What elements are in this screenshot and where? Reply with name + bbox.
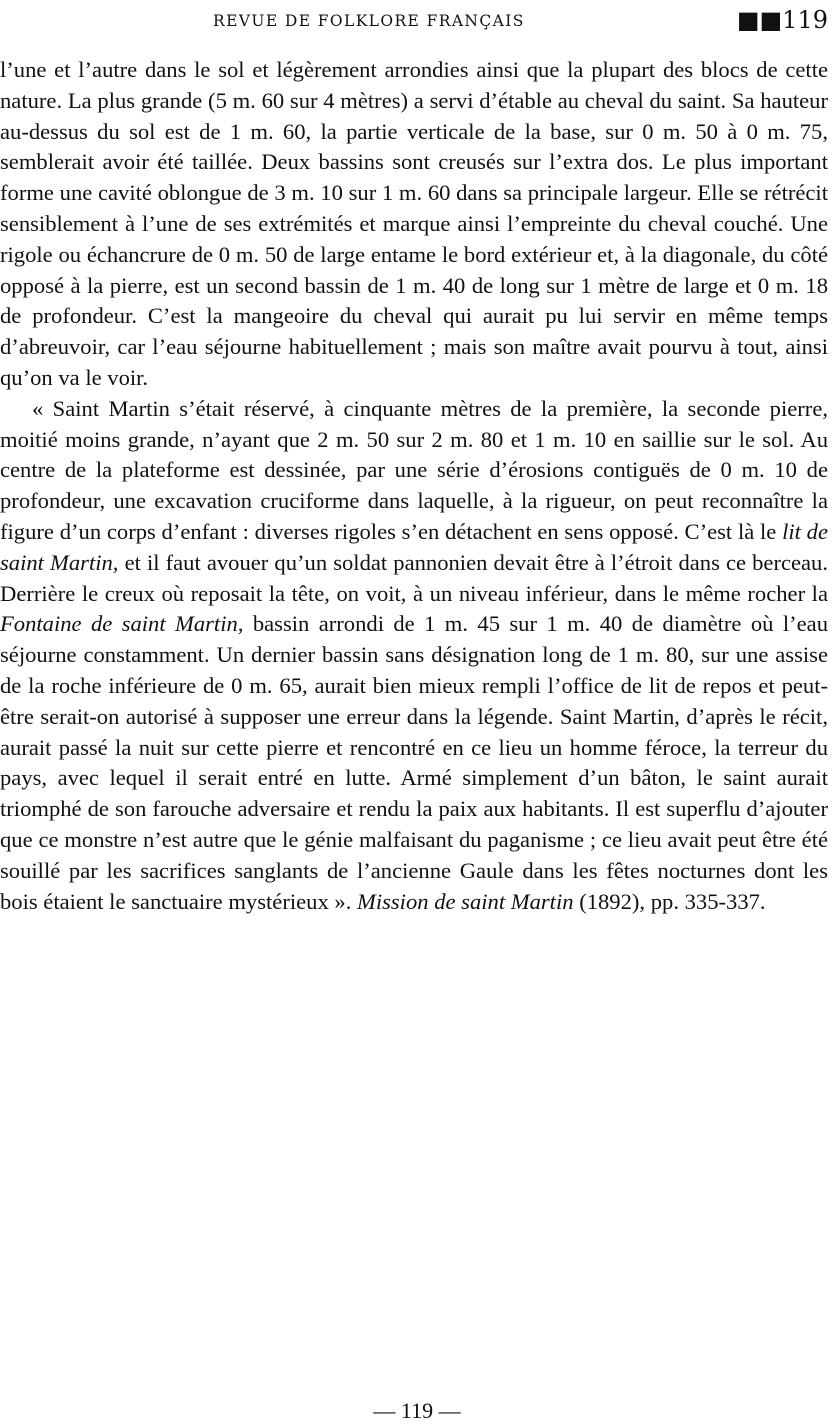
page-marker: ■■119 [736, 6, 828, 34]
paragraph-2 [0, 394, 828, 918]
page-number: — 119 — [373, 1398, 461, 1423]
body-text [0, 55, 828, 917]
running-header [0, 6, 834, 42]
fontaine-de-saint-martin: Fontaine de saint Martin, [0, 611, 244, 637]
running-title: REVUE DE FOLKLORE FRANÇAIS [213, 12, 525, 30]
paragraph-2-part-b: et il faut avouer qu’un soldat pannonien devait être à l’étroit dans ce berceau. Derrière le creux où reposait la tête, on voit, à un niveau inférieur, dans le même rocher la [0, 549, 829, 606]
paragraph-2-part-a: « Saint Martin s’était réservé, à cinquante mètres de la première, la seconde pierre, moitié moins grande, n’ayant que 2 m. 50 sur 2 m. 80 et 1 m. 10 en saillie sur le sol. Au centre de la plateforme est dessinée, par une série d’érosions contiguës de 0 m. 10 de profondeur, une excavation cruciforme dans laquelle, à la rigueur, on peut reconnaître la figure d’un corps d’enfant : diverses rigoles s’en détachent en sens opposé. C’est là le [0, 395, 828, 544]
lit-de-saint-martin: lit de saint Martin, [0, 518, 829, 575]
mission-de-saint-martin: Mission de saint Martin [357, 888, 574, 914]
paragraph-2-part-d: (1892), pp. 335-337. [579, 888, 766, 914]
paragraph-1: l’une et l’autre dans le sol et légèrement arrondies ainsi que la plupart des blocs de cette nature. La plus grande (5 m. 60 sur 4 mètres) a servi d’étable au cheval du saint. Sa hauteur au-dessus du sol est de 1 m. 60, la partie verticale de la base, sur 0 m. 50 à 0 m. 75, semblerait avoir été taillée. Deux bassins sont creusés sur l’extra dos. Le plus important forme une cavité oblongue de 3 m. 10 sur 1 m. 60 dans sa principale largeur. Elle se rétrécit sensiblement à l’une de ses extrémités et marque ainsi l’empreinte du cheval couché. Une rigole ou échancrure de 0 m. 50 de large entame le bord extérieur et, à la diagonale, du côté opposé à la pierre, est un second bassin de 1 m. 40 de long sur 1 mètre de large et 0 m. 18 de profondeur. C’est la mangeoire du cheval qui aurait pu lui servir en même temps d’abreuvoir, car l’eau séjourne habituellement ; mais son maître avait pourvu à tout, ainsi qu’on va le voir. [0, 57, 828, 390]
paragraph-2-part-c: bassin arrondi de 1 m. 45 sur 1 m. 40 de diamètre où l’eau séjourne constamment. Un dernier bassin sans désignation long de 1 m. 80, sur une assise de la roche inférieure de 0 m. 65, aurait bien mieux rempli l’office de lit de repos et peut-être serait-on autorisé à supposer une erreur dans la légende. Saint Martin, d’après le récit, aurait passé la nuit sur cette pierre et rencontré en ce lieu un homme féroce, la terreur du pays, avec lequel il serait entré en lutte. Armé simplement d’un bâton, le saint aurait triomphé de son farouche adversaire et rendu la paix aux habitants. Il est superflu d’ajouter que ce monstre n’est autre que le génie malfaisant du paganisme ; ce lieu avait peut être été souillé par les sacrifices sanglants de l’ancienne Gaule dans les fêtes nocturnes dont les bois étaient le sanctuaire mystérieux ». [0, 611, 828, 914]
